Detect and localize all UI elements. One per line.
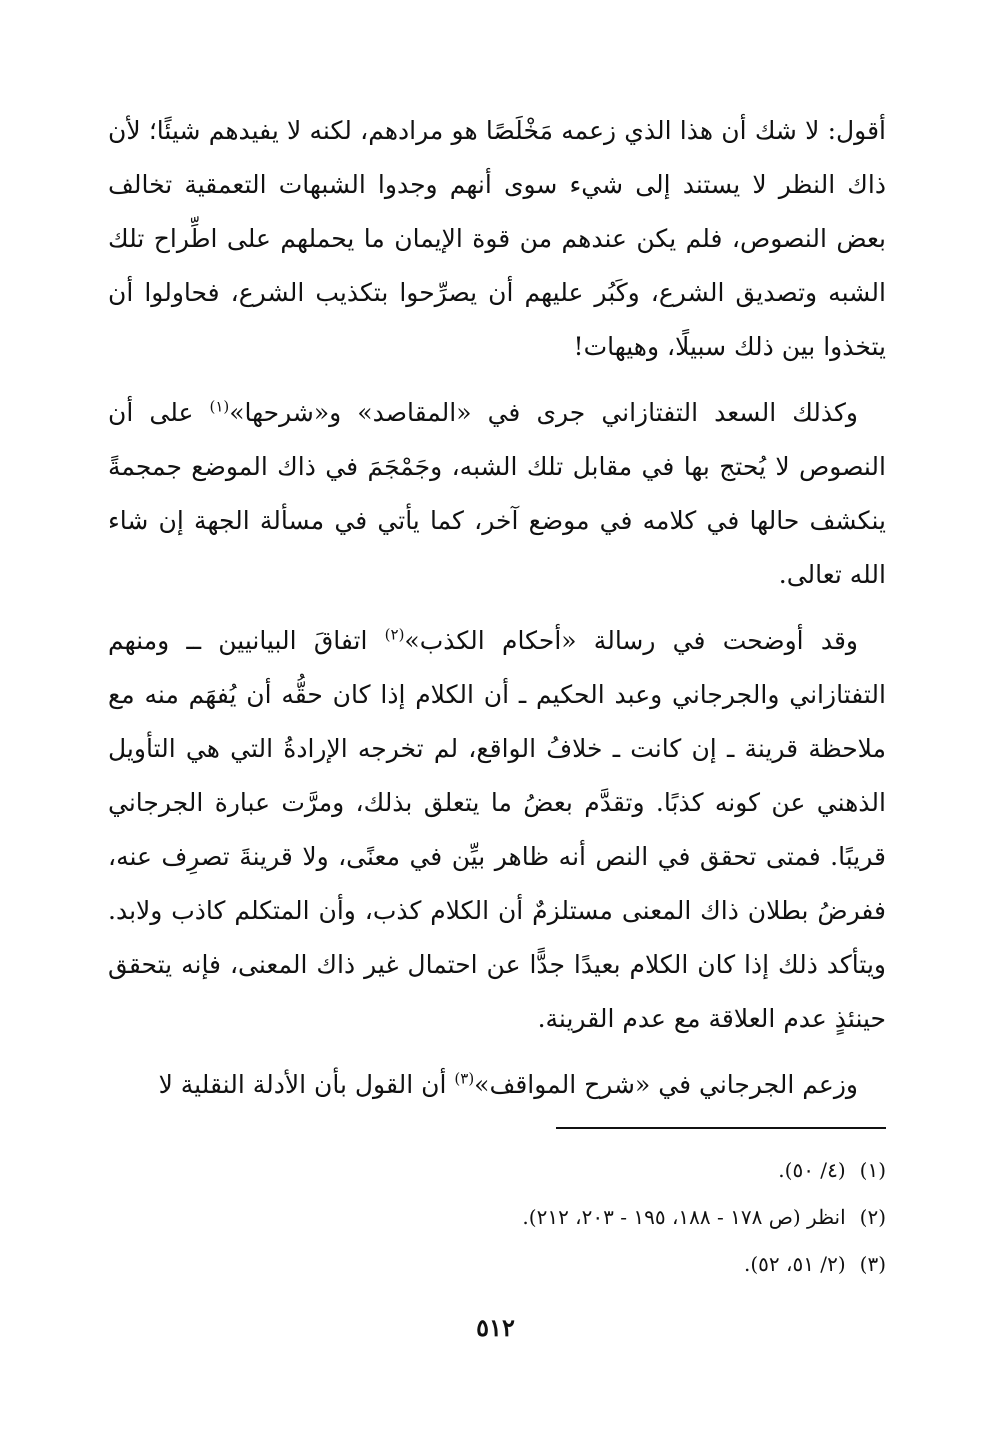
footnote-separator [556,1127,886,1129]
footnote-number: (٣) [859,1252,886,1276]
footnote-text: (٤/ ٥٠). [778,1158,846,1182]
footnote-number: (١) [859,1158,886,1182]
footnote-1 [386,1147,886,1194]
footnote-text: (٢/ ٥١، ٥٢). [744,1252,846,1276]
paragraph-4 [108,1058,886,1112]
footnote-3 [386,1241,886,1288]
paragraph-1 [108,104,886,374]
main-text [108,104,886,1124]
paragraph-2 [108,386,886,602]
paragraph-3 [108,614,886,1046]
footnote-ref-2[interactable]: (٢) [384,625,405,644]
footnote-number: (٢) [859,1205,886,1229]
footnote-ref-3[interactable]: (٣) [454,1069,475,1088]
footnote-text: انظر (ص ١٧٨ - ١٨٨، ١٩٥ - ٢٠٣، ٢١٢). [522,1205,846,1229]
paragraph-text: على أن النصوص لا يُحتج بها في مقابل تلك الشبه، وجَمْجَمَ في ذاك الموضع جمجمةً ينكشف حالها في كلامه في موضع آخر، كما يأتي في مسألة الجهة إن شاء الله تعالى. [108,398,886,589]
footnotes [386,1147,886,1288]
page-number: ٥١٢ [476,1313,515,1342]
paragraph-text: أقول: لا شك أن هذا الذي زعمه مَخْلَصًا هو مرادهم، لكنه لا يفيدهم شيئًا؛ لأن ذاك النظر لا يستند إلى شيء سوى أنهم وجدوا الشبهات التعمقية تخالف بعض النصوص، فلم يكن عندهم من قوة الإيمان ما يحملهم على اطِّراح تلك الشبه وتصديق الشرع، وكَبُر عليهم أن يصرِّحوا بتكذيب الشرع، فحاولوا أن يتخذوا بين ذلك سبيلًا، وهيهات! [108,116,886,361]
paragraph-text: وزعم الجرجاني في «شرح المواقف» [474,1070,858,1099]
paragraph-text: أن القول بأن الأدلة النقلية لا [158,1070,455,1099]
paragraph-text: وكذلك السعد التفتازاني جرى في «المقاصد» و«شرحها» [229,398,858,427]
paragraph-text: وقد أوضحت في رسالة «أحكام الكذب» [404,626,858,655]
paragraph-text: اتفاقَ البيانيين ــ ومنهم التفتازاني والجرجاني وعبد الحكيم ـ أن الكلام إذا كان حقُّه أن يُفهَم منه مع ملاحظة قرينة ـ إن كانت ـ خلافُ الواقع، لم تخرجه الإرادةُ التي هي التأويل الذهني عن كونه كذبًا. وتقدَّم بعضُ ما يتعلق بذلك، ومرَّت عبارة الجرجاني قريبًا. فمتى تحقق في النص أنه ظاهر بيِّن في معنًى، ولا قرينةَ تصرِف عنه، ففرضُ بطلان ذاك المعنى مستلزمٌ أن الكلام كذب، وأن المتكلم كاذب ولابد. ويتأكد ذلك إذا كان الكلام بعيدًا جدًّا عن احتمال غير ذاك المعنى، فإنه يتحقق حينئذٍ عدم العلاقة مع عدم القرينة. [108,626,886,1033]
footnote-2 [386,1194,886,1241]
footnote-ref-1[interactable]: (١) [209,397,230,416]
